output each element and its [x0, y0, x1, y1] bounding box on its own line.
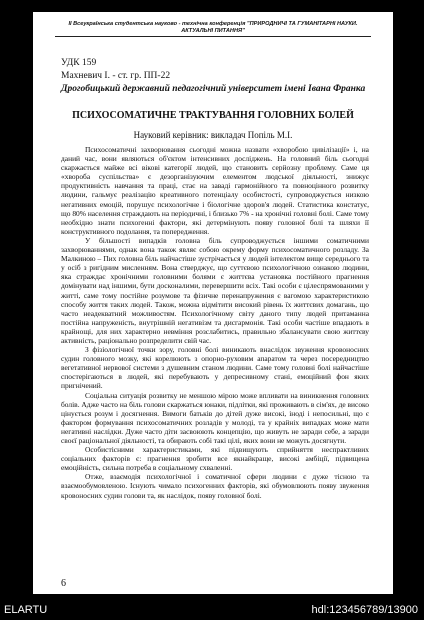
article-title: ПСИХОСОМАТИЧНЕ ТРАКТУВАННЯ ГОЛОВНИХ БОЛЕЙ — [72, 110, 354, 121]
body-paragraph: У більшості випадків головна біль супроводжується іншими соматичними захворюваннями, однак вона також являє собою окрему форму психосоматичного розладу. За Малкиною – Пих головна біль найчастіше зустрічається у людей інтелектом вище середнього та у осіб з ригідним мисленням. Вона стверджує, що суттєвою психологічною ознакою людини, яка страждає хронічними головними болями є життєва установка постійного прагнення домінувати над іншими, бути досконалими, перевершити всіх. Такі особи є цілеспрямованими у житті, саме тому постійне розумове та фізичне перенапруження є вагомою характеристикою способу життя таких людей. Також, можна відмітити високий рівень їх життєвих домагань, що часто неадекватний можливостям. Психологічному світу даного типу людей притаманна постійна напруженість, внутрішній негативізм та дисгармонія. Такі особи частіше впадають в крайнощі, для них характерно невміння розслабитись, правильно збалансувати свою життєву активність, раціонально розпределити свій час. — [61, 235, 369, 345]
body-paragraph: Отже, взаємодія психологічної і соматичної сфери людини є дуже тісною та взаємообумовленою. Існують чимало психогенних факторів, які обумовлюють появу звуження кровоносних судин голови та, як наслідок, появу головної болі. — [61, 472, 369, 500]
document-page — [33, 12, 393, 594]
header-divider — [55, 36, 371, 37]
conference-header-line-1: ІІ Всеукраїнська студентська науково - технічна конференція "ПРИРОДНИЧІ ТА ГУМАНІТАРНІ НАУКИ. — [68, 21, 358, 27]
affiliation: Дрогобицький державний педагогічний університет імені Івана Франка — [61, 84, 366, 94]
viewer-footer — [0, 601, 424, 620]
handle-identifier[interactable]: hdl:123456789/13900 — [311, 604, 418, 616]
scientific-advisor: Науковий керівник: викладач Попіль М.І. — [133, 130, 293, 140]
body-paragraph: Соціальна ситуація розвитку не меншою мірою може впливати на виникнення головних болів. Адже часто на біль голови скаржаться юнаки, підлітки, які проживають в сім'ях, де високо цінується розум і досягнення. Вимоги батьків до дітей дуже високі, іноді і непосильні, що є фактором формування психосоматичних розладів у молоді, та у крайніх випадках може мати негативні наслідки. Дуже часто діти засвоюють концепцію, що живуть не заради себе, а заради своєї раціональної діяльності, та обирають собі такі цілі, яких вони не можуть досягнути. — [61, 390, 369, 445]
udk-code: УДК 159 — [61, 58, 97, 68]
author-line: Махневич І. - ст. гр. ПП-22 — [61, 71, 171, 81]
body-paragraph: Особистісними характеристиками, які підвищують сприйняття неспрактливих соціальних факторів є: прагнення зробити все якнайкраще, високі амбіції, підвищена емоційність, сильна потреба в соціальному схваленні. — [61, 445, 369, 473]
repository-name: ELARTU — [4, 604, 48, 616]
body-paragraph: Психосоматичні захворювання сьогодні можна назвати «хворобою цивілізації» і, на даний час, вони являються об'єктом інтенсивних досліджень. На головний біль сьогодні скаржається майже всі вікові категорії людей, що становить серйозну проблему. Саме ця «хвороба суспільства» є дезорганізуючим елементом людської діяльності, знижує продуктивність навчання та праці, стає на заваді гармонійного та повноцінного розвитку людини, гальмує реалізацію креативного потенціалу особистості, супроводжується низкою негативних емоцій, порушує психологічне і біологічне здоров'я людей. Статистика констатує, що 80% населення страждають на періодичні, і близько 7% - на хронічні головні болі. Саме тому необхідно знати психогенні фактори, які детермінують появу головної болі та шляхи її конструктивного подолання, та попередження. — [61, 145, 369, 236]
article-body — [61, 145, 369, 500]
conference-header — [33, 21, 393, 35]
conference-header-line-2: АКТУАЛЬНІ ПИТАННЯ" — [181, 28, 245, 34]
page-number: 6 — [61, 578, 66, 589]
body-paragraph: З фізіологічної точки зору, головні болі виникають внаслідок звуження кровоносних судин головного мозку, які корелюють з опорно-руховим апаратом та через посередництво вегетативної нервової системи з душевним станом людини. Саме тому головні болі найчастіше спостерігаються в людей, які перебувають у депресивному стані, емоційний фон яких пригнічений. — [61, 345, 369, 391]
